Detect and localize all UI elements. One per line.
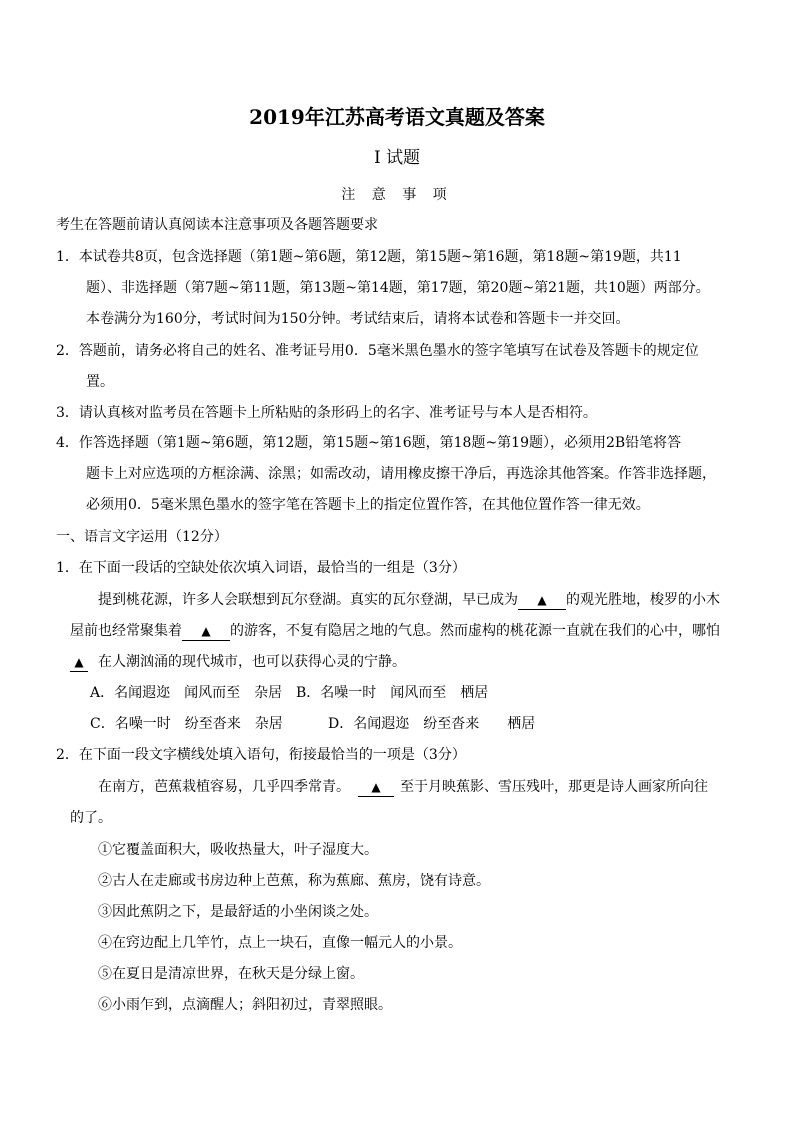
answer-blank-3 bbox=[70, 653, 88, 672]
passage-text: 屋前也经常聚集着 bbox=[70, 623, 182, 639]
section-heading: 一、语言文字运用（12分） bbox=[56, 529, 228, 545]
notice-heading: 注 意 事 项 bbox=[341, 187, 453, 203]
option-c: C．名噪一时 纷至沓来 杂居 bbox=[90, 716, 283, 732]
question-1-passage-line-1 bbox=[98, 590, 720, 610]
document-title: 2019年江苏高考语文真题及答案 bbox=[249, 105, 545, 129]
answer-blank bbox=[358, 778, 394, 797]
option-a: A．名闻遐迩 闻风而至 杂居 bbox=[90, 685, 283, 701]
answer-blank-2 bbox=[182, 622, 230, 641]
rule-3-line-1: 3．请认真核对监考员在答题卡上所粘贴的条形码上的名字、准考证号与本人是否相符。 bbox=[56, 405, 597, 421]
passage-text: 至于月映蕉影、雪压残叶，那更是诗人画家所向往 bbox=[400, 779, 708, 795]
sentence-3: ③因此蕉阴之下，是最舒适的小坐闲谈之处。 bbox=[98, 904, 378, 920]
question-1-stem: 1．在下面一段话的空缺处依次填入词语，最恰当的一组是（3分） bbox=[56, 560, 466, 576]
question-2-passage-line-1 bbox=[98, 777, 708, 797]
rule-1-line-3: 本卷满分为160分，考试时间为150分钟。考试结束后，请将本试卷和答题卡一并交回。 bbox=[86, 311, 630, 327]
blank-marker: ▲ bbox=[201, 624, 211, 638]
passage-text: 提到桃花源，许多人会联想到瓦尔登湖。真实的瓦尔登湖，早已成为 bbox=[98, 592, 518, 608]
rule-4-line-1: 4．作答选择题（第1题~第6题，第12题，第15题~第16题，第18题~第19题），必须用2B铅笔将答 bbox=[56, 435, 682, 451]
sentence-5: ⑤在夏日是清凉世界，在秋天是分绿上窗。 bbox=[98, 966, 364, 982]
answer-blank-1 bbox=[518, 591, 566, 610]
part-heading: I 试题 bbox=[373, 148, 421, 168]
rule-4-line-2: 题卡上对应选项的方框涂满、涂黑；如需改动，请用橡皮擦干净后，再选涂其他答案。作答非选择题， bbox=[86, 466, 716, 482]
blank-marker: ▲ bbox=[371, 780, 381, 794]
rule-2-line-1: 2．答题前，请务必将自己的姓名、准考证号用0．5毫米黑色墨水的签字笔填写在试卷及答题卡的规定位 bbox=[56, 343, 699, 359]
sentence-2: ②古人在走廊或书房边种上芭蕉，称为蕉廊、蕉房，饶有诗意。 bbox=[98, 873, 490, 889]
option-b: B．名噪一时 闻风而至 栖居 bbox=[296, 685, 489, 701]
sentence-4: ④在窍边配上几竿竹，点上一块石，直像一幅元人的小景。 bbox=[98, 935, 462, 951]
rule-2-line-2: 置。 bbox=[86, 374, 114, 390]
sentence-6: ⑥小雨乍到，点滴醒人；斜阳初过，青翠照眼。 bbox=[98, 997, 392, 1013]
notice-intro: 考生在答题前请认真阅读本注意事项及各题答题要求 bbox=[56, 217, 378, 233]
passage-text: 在人潮汹涌的现代城市，也可以获得心灵的宁静。 bbox=[98, 654, 406, 670]
rule-1-line-1: 1．本试卷共8页，包含选择题（第1题~第6题，第12题，第15题~第16题，第18题~第19题，共11 bbox=[56, 249, 682, 265]
option-d: D．名闻遐迩 纷至沓来 栖居 bbox=[328, 716, 536, 732]
passage-text: 的游客，不复有隐居之地的气息。然而虚构的桃花源一直就在我们的心中，哪怕 bbox=[230, 623, 720, 639]
question-2-stem: 2．在下面一段文字横线处填入语句，衔接最恰当的一项是（3分） bbox=[56, 747, 466, 763]
sentence-1: ①它覆盖面积大，吸收热量大，叶子湿度大。 bbox=[98, 842, 378, 858]
question-2-passage-line-2: 的了。 bbox=[70, 810, 112, 826]
passage-text: 在南方，芭蕉栽植容易，几乎四季常青。 bbox=[98, 779, 350, 795]
question-1-passage-line-2 bbox=[70, 621, 720, 641]
blank-marker: ▲ bbox=[74, 655, 84, 669]
blank-marker: ▲ bbox=[537, 593, 547, 607]
rule-1-line-2: 题）、非选择题（第7题~第11题，第13题~第14题，第17题，第20题~第21题，共10题）两部分。 bbox=[86, 280, 710, 296]
passage-text: 的观光胜地，梭罗的小木 bbox=[566, 592, 720, 608]
rule-4-line-3: 必须用0．5毫米黑色墨水的签字笔在答题卡上的指定位置作答，在其他位置作答一律无效。 bbox=[86, 497, 650, 513]
question-1-passage-line-3 bbox=[70, 652, 406, 672]
